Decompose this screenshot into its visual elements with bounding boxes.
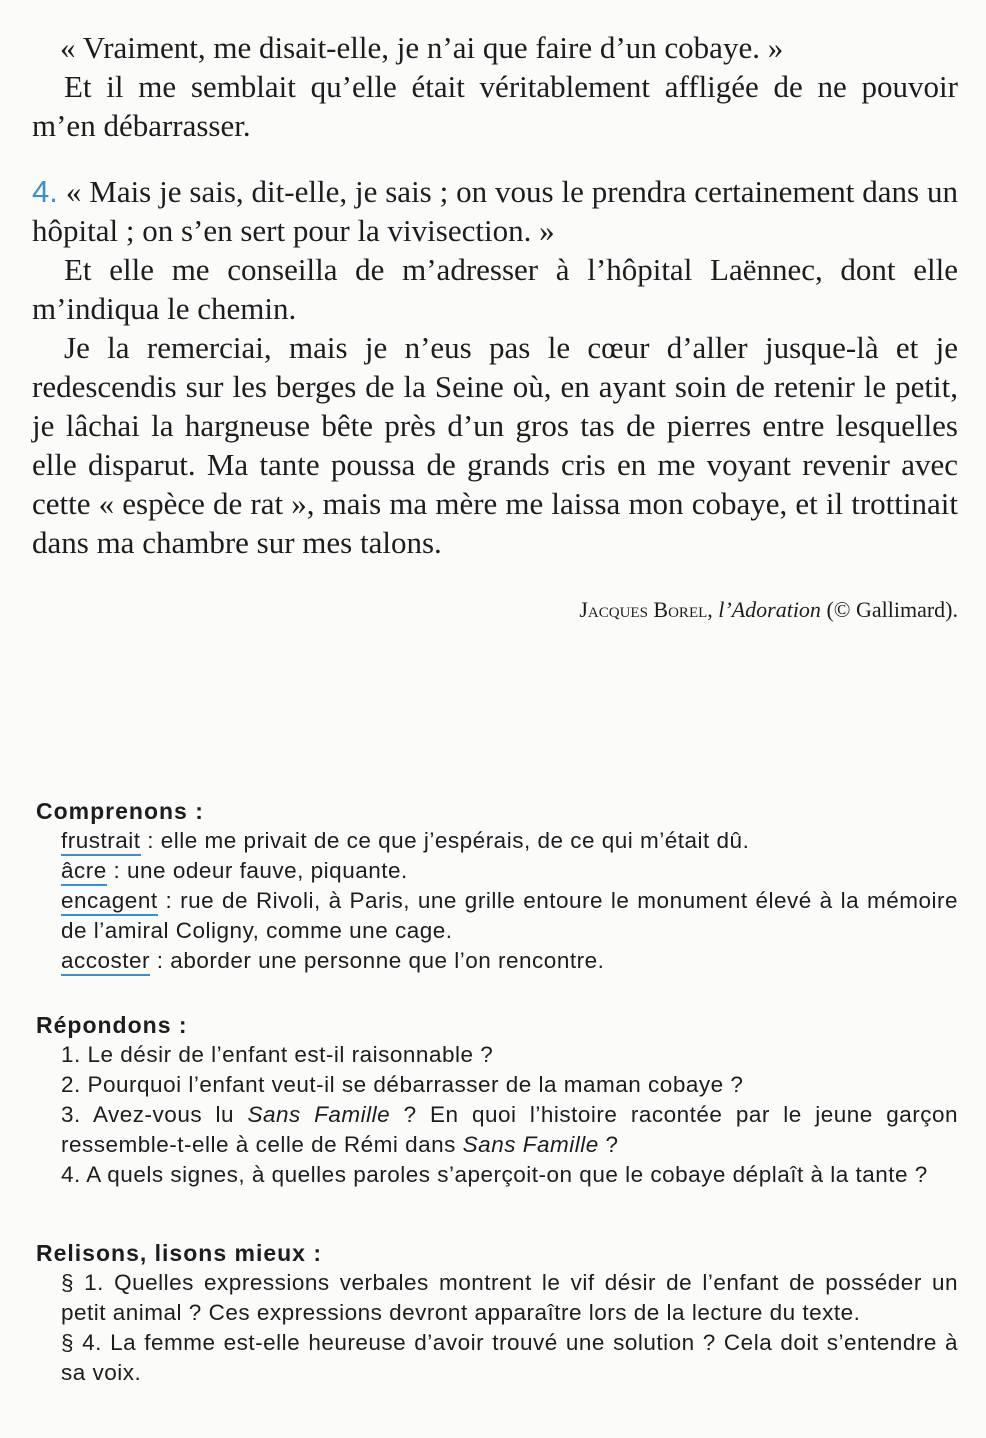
glossary-item — [61, 886, 958, 946]
paragraph-number: 4. — [32, 174, 58, 209]
reading-item: § 4. La femme est-elle heureuse d’avoir trouvé une solution ? Cela doit s’entendre à sa voix. — [61, 1330, 958, 1385]
book-title: Sans Famille — [462, 1132, 599, 1157]
glossary-item — [61, 946, 958, 976]
question-text: ? — [598, 1132, 619, 1157]
question-item: 1. Le désir de l’enfant est-il raisonnable ? — [61, 1042, 494, 1067]
glossary-definition: : une odeur fauve, piquante. — [106, 858, 408, 883]
reading-item: § 1. Quelles expressions verbales montrent le vif désir de l’enfant de posséder un petit animal ? Ces expressions devront apparaître lors de la lecture du texte. — [61, 1270, 958, 1325]
glossary-item — [61, 826, 958, 856]
glossary-term: âcre — [61, 858, 107, 886]
passage-paragraph: Et elle me conseilla de m’adresser à l’hôpital Laënnec, dont elle m’indiqua le chemin. — [32, 252, 958, 326]
paragraph-text: « Mais je sais, dit-elle, je sais ; on vous le prendra certainement dans un hôpital ; on s’en sert pour la vivisection. » — [32, 174, 958, 248]
question-text: ? En quoi l’histoire racontée par le jeune garçon ressemble-t-elle à celle de Rémi dans — [61, 1102, 958, 1157]
section-heading: Relisons, lisons mieux : — [36, 1240, 323, 1266]
relisons-section — [36, 1238, 958, 1388]
glossary-term: frustrait — [61, 828, 141, 856]
glossary-item — [61, 856, 958, 886]
passage-paragraph: Je la remerciai, mais je n’eus pas le cœur d’aller jusque-là et je redescendis sur les berges de la Seine où, en ayant soin de retenir le petit, je lâchai la hargneuse bête près d’un gros tas de pierres entre lesquelles elle disparut. Ma tante poussa de grands cris en me voyant revenir avec cette « espèce de rat », mais ma mère me laissa mon cobaye, et il trottinait dans ma chambre sur mes talons. — [32, 330, 958, 560]
publisher: (© Gallimard). — [826, 597, 958, 622]
question-text: 3. Avez-vous lu — [61, 1102, 248, 1127]
glossary-definition: : rue de Rivoli, à Paris, une grille entoure le monument élevé à la mémoire de l’amiral Coligny, comme une cage. — [61, 888, 958, 943]
source-citation — [32, 597, 958, 623]
passage-paragraph — [32, 172, 958, 250]
glossary-term: accoster — [61, 948, 150, 976]
passage — [32, 28, 958, 562]
author-name: Jacques Borel, — [579, 597, 713, 622]
comprenons-section — [36, 796, 958, 976]
passage-paragraph: Et il me semblait qu’elle était véritablement affligée de ne pouvoir m’en débarrasser. — [32, 69, 958, 143]
section-heading: Comprenons : — [36, 798, 204, 824]
glossary-list — [36, 826, 958, 976]
question-item: 2. Pourquoi l’enfant veut-il se débarrasser de la maman cobaye ? — [61, 1072, 744, 1097]
book-title: Sans Famille — [247, 1102, 391, 1127]
glossary-definition: : aborder une personne que l’on rencontre. — [150, 948, 605, 973]
glossary-term: encagent — [61, 888, 158, 916]
repondons-section — [36, 1010, 958, 1190]
passage-paragraph: « Vraiment, me disait-elle, je n’ai que faire d’un cobaye. » — [60, 30, 784, 65]
question-list — [36, 1040, 958, 1190]
question-item: 4. A quels signes, à quelles paroles s’aperçoit-on que le cobaye déplaît à la tante ? — [61, 1162, 928, 1187]
reading-list — [36, 1268, 958, 1388]
book-title: l’Adoration — [718, 597, 821, 622]
section-heading: Répondons : — [36, 1012, 188, 1038]
glossary-definition: : elle me privait de ce que j’espérais, de ce qui m’était dû. — [140, 828, 750, 853]
question-item — [61, 1100, 958, 1160]
